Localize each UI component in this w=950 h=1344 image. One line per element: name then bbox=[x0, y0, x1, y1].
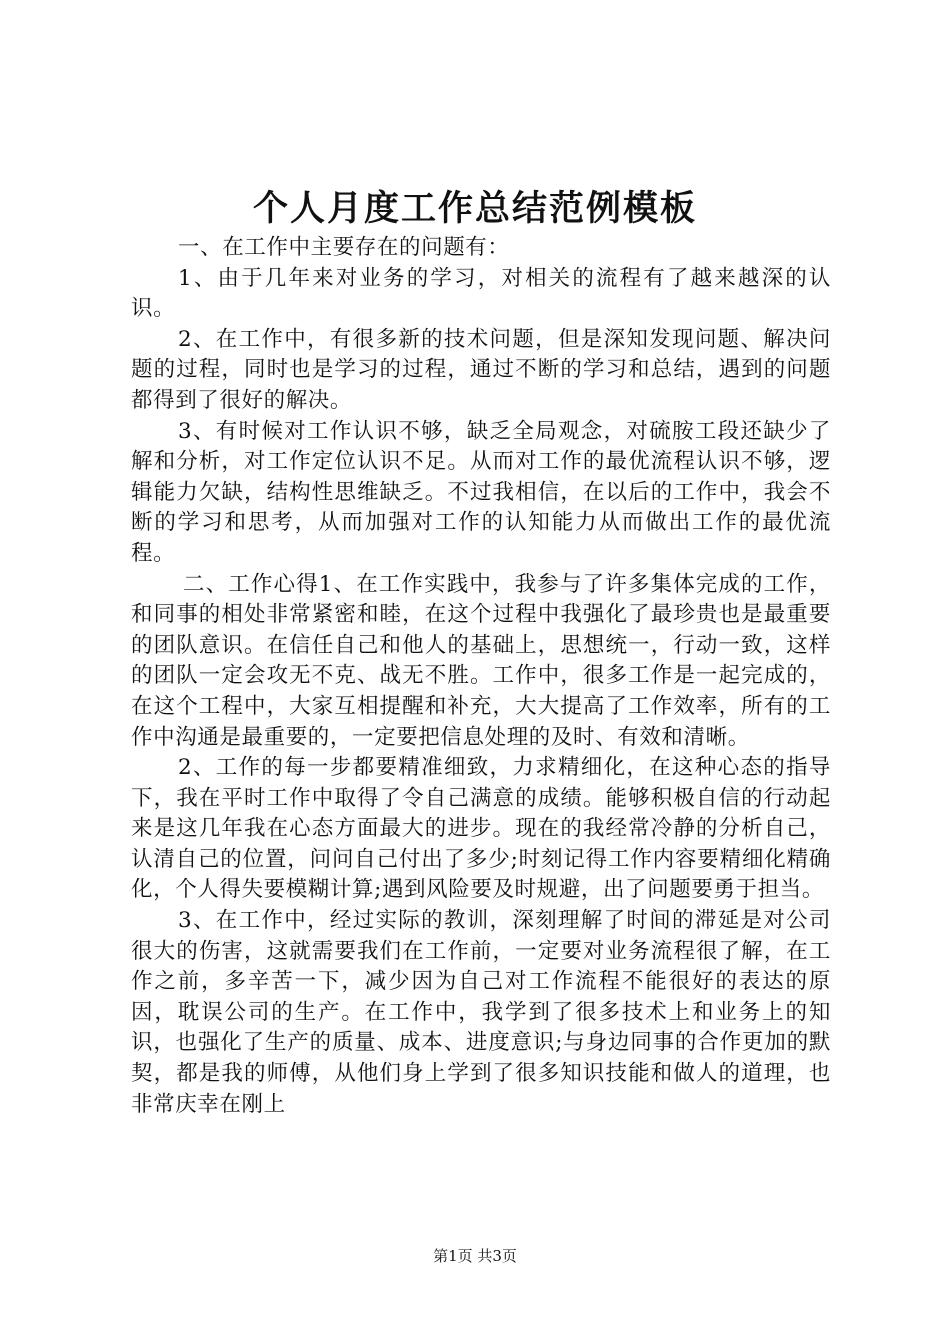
paragraph-section-2-item-2: 2、工作的每一步都要精准细致，力求精细化，在这种心态的指导下，我在平时工作中取得了令自己满意的成绩。能够积极自信的行动起来是这几年我在心态方面最大的进步。现在的我经常冷静的分析自己，认清自己的位置，问问自己付出了多少;时刻记得工作内容要精细化精确化，个人得失要模糊计算;遇到风险要及时规避，出了问题要勇于担当。 bbox=[131, 755, 831, 903]
paragraph-item-2: 2、在工作中，有很多新的技术问题，但是深知发现问题、解决问题的过程，同时也是学习的过程，通过不断的学习和总结，遇到的问题都得到了很好的解决。 bbox=[131, 326, 831, 413]
paragraph-section-2: 二、工作心得1、在工作实践中，我参与了许多集体完成的工作，和同事的相处非常紧密和睦，在这个过程中我强化了最珍贵也是最重要的团队意识。在信任自己和他人的基础上，思想统一，行动一致，这样的团队一定会攻无不克、战无不胜。工作中，很多工作是一起完成的，在这个工程中，大家互相提醒和补充，大大提高了工作效率，所有的工作中沟通是最重要的，一定要把信息处理的及时、有效和清晰。 bbox=[131, 571, 831, 750]
paragraph-item-3: 3、有时候对工作认识不够，缺乏全局观念，对硫胺工段还缺少了解和分析，对工作定位认识不足。从而对工作的最优流程认识不够，逻辑能力欠缺，结构性思维缺乏。不过我相信，在以后的工作中，我会不断的学习和思考，从而加强对工作的认知能力从而做出工作的最优流程。 bbox=[131, 418, 831, 566]
paragraph-section-2-item-3: 3、在工作中，经过实际的教训，深刻理解了时间的滞延是对公司很大的伤害，这就需要我们在工作前，一定要对业务流程很了解，在工作之前，多辛苦一下，减少因为自己对工作流程不能很好的表达的原因，耽误公司的生产。在工作中，我学到了很多技术上和业务上的知识，也强化了生产的质量、成本、进度意识;与身边同事的合作更加的默契，都是我的师傅，从他们身上学到了很多知识技能和做人的道理，也非常庆幸在刚上 bbox=[131, 908, 831, 1117]
page-number-footer: 第1页 共3页 bbox=[433, 1247, 517, 1265]
paragraph-item-1: 1、由于几年来对业务的学习，对相关的流程有了越来越深的认识。 bbox=[131, 265, 831, 322]
paragraph-section-1-heading: 一、在工作中主要存在的问题有： bbox=[178, 235, 510, 260]
document-body bbox=[131, 233, 831, 1120]
document-title: 个人月度工作总结范例模板 bbox=[252, 188, 697, 229]
